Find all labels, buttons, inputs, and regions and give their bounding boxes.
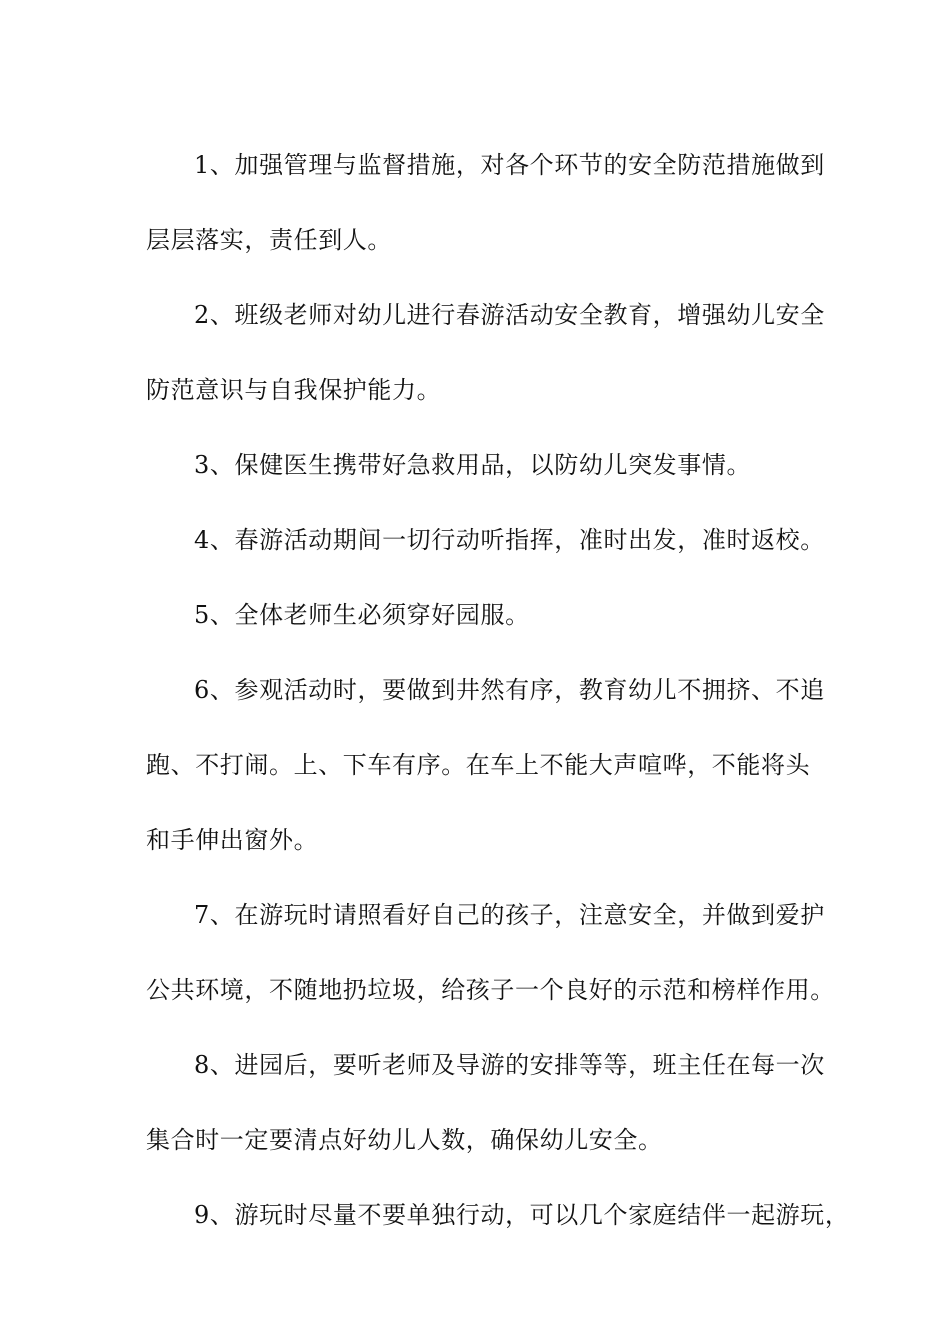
paragraph-line: 8、进园后，要听老师及导游的安排等等，班主任在每一次 xyxy=(194,1051,825,1079)
paragraph-line: 公共环境，不随地扔垃圾，给孩子一个良好的示范和榜样作用。 xyxy=(146,976,835,1004)
paragraph-2 xyxy=(146,278,826,428)
paragraph-line: 9、游玩时尽量不要单独行动，可以几个家庭结伴一起游玩， xyxy=(194,1201,850,1229)
paragraph-8 xyxy=(146,1028,826,1178)
paragraph-line: 防范意识与自我保护能力。 xyxy=(146,376,442,404)
paragraph-line: 3、保健医生携带好急救用品，以防幼儿突发事情。 xyxy=(194,451,752,479)
paragraph-4 xyxy=(146,503,826,578)
paragraph-line: 4、春游活动期间一切行动听指挥，准时出发，准时返校。 xyxy=(194,526,825,554)
paragraph-5 xyxy=(146,578,826,653)
paragraph-7 xyxy=(146,878,835,1028)
paragraph-line: 集合时一定要清点好幼儿人数，确保幼儿安全。 xyxy=(146,1126,663,1154)
paragraph-line: 层层落实，责任到人。 xyxy=(146,226,392,254)
paragraph-line: 1、加强管理与监督措施，对各个环节的安全防范措施做到 xyxy=(194,151,825,179)
paragraph-line: 7、在游玩时请照看好自己的孩子，注意安全，并做到爱护 xyxy=(194,901,825,929)
paragraph-9 xyxy=(146,1178,850,1253)
document-body xyxy=(146,128,850,1253)
paragraph-line: 2、班级老师对幼儿进行春游活动安全教育，增强幼儿安全 xyxy=(194,301,825,329)
paragraph-line: 6、参观活动时，要做到井然有序，教育幼儿不拥挤、不追 xyxy=(194,676,825,704)
paragraph-1 xyxy=(146,128,826,278)
paragraph-6 xyxy=(146,653,826,878)
paragraph-line: 跑、不打闹。上、下车有序。在车上不能大声喧哗，不能将头 xyxy=(146,751,811,779)
paragraph-line: 5、全体老师生必须穿好园服。 xyxy=(194,601,530,629)
paragraph-3 xyxy=(146,428,826,503)
paragraph-line: 和手伸出窗外。 xyxy=(146,826,319,854)
